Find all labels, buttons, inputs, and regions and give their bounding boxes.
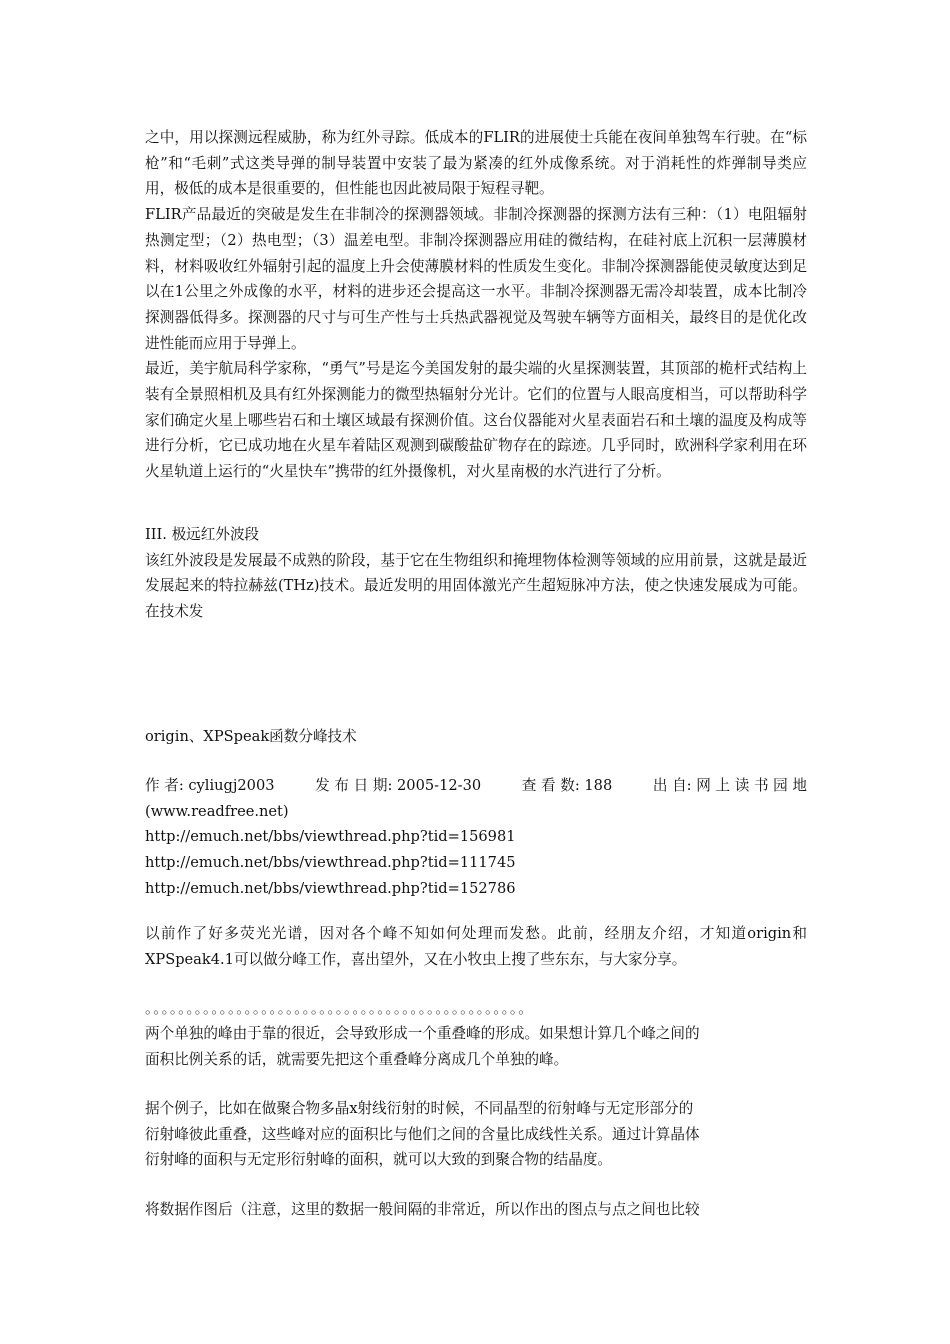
body-line: 两个单独的峰由于靠的很近，会导致形成一个重叠峰的形成。如果想计算几个峰之间的 [145,1025,700,1042]
section-far-infrared [145,522,807,625]
body-paragraph-overlap [145,1021,807,1072]
body-paragraph-plot [145,1197,807,1223]
article-title [145,724,807,750]
reference-link-3[interactable]: http://emuch.net/bbs/viewthread.php?tid=152786 [145,879,516,897]
paragraph-flir-tracking: 之中，用以探测远程威胁，称为红外寻踪。低成本的FLIR的进展使士兵能在夜间单独驾车行驶。在“标枪”和“毛刺”式这类导弹的制导装置中安装了最为紧凑的红外成像系统。对于消耗性的炸弹制导类应用，极低的成本是很重要的，但性能也因此被局限于短程寻靶。 [145,129,807,198]
separator-dots: 。。。。。。。。。。。。。。。。。。。。。。。。。。。。。。。。。。。。。。。。。。。。。。 [145,1000,534,1017]
reference-link-1[interactable]: http://emuch.net/bbs/viewthread.php?tid=156981 [145,828,516,846]
intro-paragraph: 以前作了好多荧光光谱，因对各个峰不知如何处理而发愁。此前，经朋友介绍，才知道origin和XPSpeak4.1可以做分峰工作，喜出望外，又在小牧虫上搜了些东东，与大家分享。 [145,925,807,968]
meta-source: 出 自: 网 上 读 书 园 地 [652,777,807,794]
paragraph-uncooled-detectors: FLIR产品最近的突破是发生在非制冷的探测器领域。非制冷探测器的探测方法有三种：（1）电阻辐射热测定型；（2）热电型；（3）温差电型。非制冷探测器应用硅的微结构，在硅衬底上沉积一层薄膜材料，材料吸收红外辐射引起的温度上升会使薄膜材料的性质发生变化。非制冷探测器能使灵敏度达到足以在1公里之外成像的水平，材料的进步还会提高这一水平。非制冷探测器无需冷却装置，成本比制冷探测器低得多。探测器的尺寸与可生产性与士兵热武器视觉及驾驶车辆等方面相关，最终目的是优化改进性能而应用于导弹上。 [145,206,807,352]
body-line: 据个例子，比如在做聚合物多晶x射线衍射的时候，不同晶型的衍射峰与无定形部分的 [145,1100,694,1117]
section-heading: III. 极远红外波段 [145,526,260,543]
body-line: 衍射峰的面积与无定形衍射峰的面积，就可以大致的到聚合物的结晶度。 [145,1151,613,1169]
reference-link-2[interactable]: http://emuch.net/bbs/viewthread.php?tid=111745 [145,854,516,872]
meta-source-url: (www.readfree.net) [145,802,289,820]
meta-date: 发 布 日 期: 2005-12-30 [315,777,482,794]
paragraph-mars-rover: 最近，美宇航局科学家称，“勇气”号是迄今美国发射的最尖端的火星探测装置，其顶部的桅杆式结构上装有全景照相机及具有红外探测能力的微型热辐射分光计。它们的位置与人眼高度相当，可以帮助科学家们确定火星上哪些岩石和土壤区域最有探测价值。这台仪器能对火星表面岩石和土壤的温度及构成等进行分析，它已成功地在火星车着陆区观测到碳酸盐矿物存在的踪迹。几乎同时，欧洲科学家利用在环火星轨道上运行的“火星快车”携带的红外摄像机，对火星南极的水汽进行了分析。 [145,360,807,481]
article-meta [145,773,807,902]
article-title-text: origin、XPSpeak函数分峰技术 [145,728,357,745]
dotted-separator [145,996,807,1022]
body-line: 面积比例关系的话，就需要先把这个重叠峰分离成几个单独的峰。 [145,1050,569,1068]
paragraph-terahertz: 该红外波段是发展最不成熟的阶段，基于它在生物组织和掩埋物体检测等领域的应用前景，这就是最近发展起来的特拉赫兹(THz)技术。最近发明的用固体激光产生超短脉冲方法，使之快速发展成为可能。在技术发 [145,551,807,621]
article-intro [145,921,807,972]
meta-row [145,773,807,799]
meta-views: 查 看 数: 188 [521,777,613,794]
body-line: 将数据作图后（注意，这里的数据一般间隔的非常近，所以作出的图点与点之间也比较 [145,1201,700,1218]
meta-author: 作 者: cyliugj2003 [145,777,275,794]
body-line: 衍射峰彼此重叠，这些峰对应的面积比与他们之间的含量比成线性关系。通过计算晶体 [145,1125,700,1143]
body-paragraph-xrd [145,1096,807,1173]
section-infrared-tracking [145,125,807,485]
